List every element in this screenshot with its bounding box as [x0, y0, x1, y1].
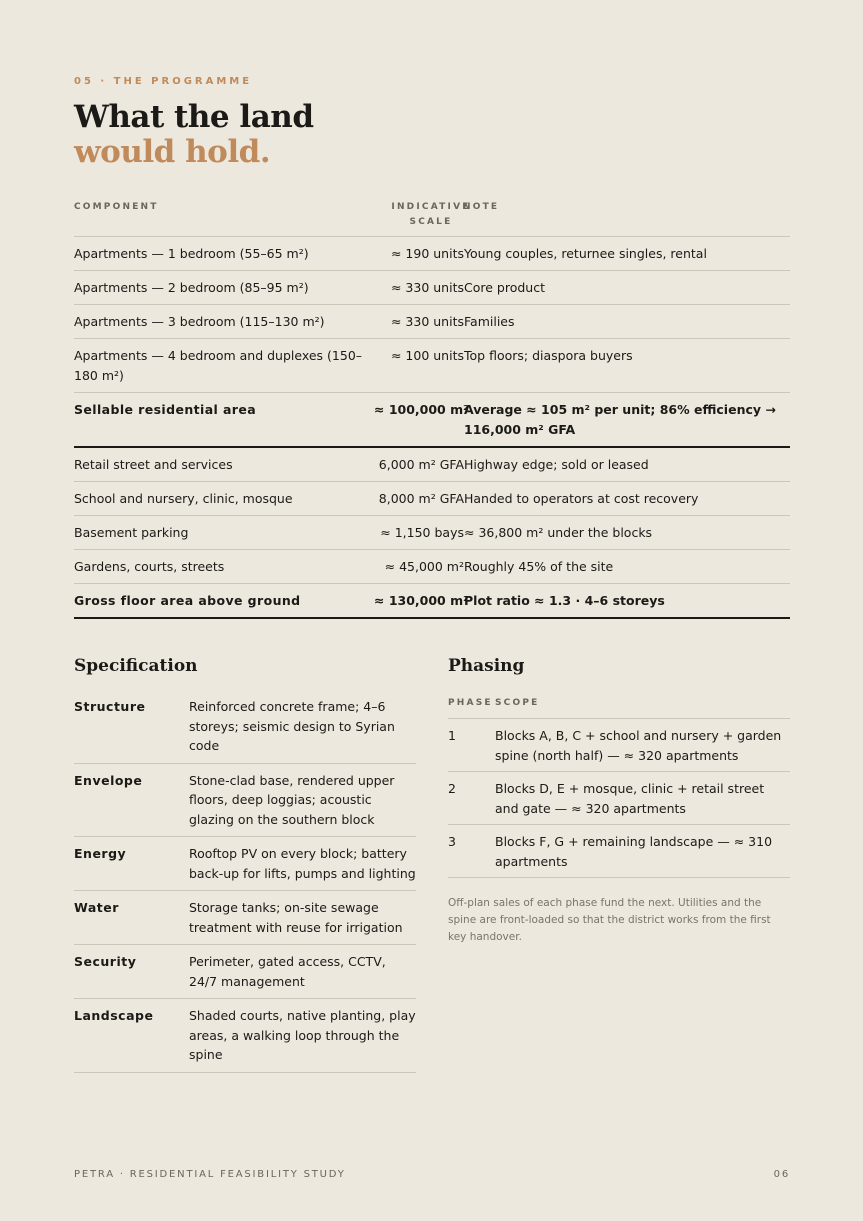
- specification-table: [74, 690, 416, 1073]
- spec-row: [74, 999, 416, 1073]
- phasing-table: [448, 696, 790, 878]
- spec-value: Reinforced concrete frame; 4–6 storeys; seismic design to Syrian code: [189, 699, 395, 753]
- column-header-component: COMPONENT: [74, 202, 159, 212]
- row-scale: 6,000 m² GFA: [378, 457, 464, 472]
- spec-value: Shaded courts, native planting, play areas, a walking loop through the spine: [189, 1008, 416, 1062]
- row-note: Families: [464, 314, 515, 329]
- phasing-table-header: [448, 696, 790, 719]
- phasing-title: Phasing: [448, 656, 525, 676]
- page-number: 06: [773, 1169, 790, 1180]
- table-row: [74, 305, 790, 339]
- row-component: Apartments — 4 bedroom and duplexes (150–180 m²): [74, 348, 363, 383]
- table-row: [74, 237, 790, 271]
- row-note: Average ≈ 105 m² per unit; 86% efficiency → 116,000 m² GFA: [464, 402, 776, 437]
- row-note: Plot ratio ≈ 1.3 · 4–6 storeys: [464, 593, 665, 608]
- page-title: [74, 100, 314, 170]
- table-row: [74, 550, 790, 584]
- page-title-line2: would hold.: [74, 134, 271, 170]
- table-row: [74, 482, 790, 516]
- spec-value: Rooftop PV on every block; battery back-up for lifts, pumps and lighting: [189, 846, 416, 881]
- spec-key: Structure: [74, 699, 146, 714]
- column-header-phase: PHASE: [448, 698, 493, 708]
- column-header-scale: INDICATIVE SCALE: [391, 202, 471, 227]
- phase-number: 1: [448, 728, 456, 743]
- row-component: Apartments — 1 bedroom (55–65 m²): [74, 246, 309, 261]
- spec-value: Perimeter, gated access, CCTV, 24/7 management: [189, 954, 386, 989]
- row-note: Roughly 45% of the site: [464, 559, 614, 574]
- phase-row: [448, 825, 790, 878]
- row-component: Apartments — 2 bedroom (85–95 m²): [74, 280, 309, 295]
- row-scale: ≈ 130,000 m²: [374, 593, 469, 608]
- phase-scope: Blocks F, G + remaining landscape — ≈ 310 apartments: [495, 834, 773, 869]
- spec-key: Security: [74, 954, 137, 969]
- spec-value: Stone-clad base, rendered upper floors, deep loggias; acoustic glazing on the southern block: [189, 772, 395, 827]
- spec-row: [74, 945, 416, 999]
- programme-table-header: [74, 198, 790, 237]
- programme-table: [74, 198, 790, 619]
- row-component: Gross floor area above ground: [74, 593, 301, 608]
- total-row: [74, 584, 790, 619]
- phasing-note: Off-plan sales of each phase fund the next. Utilities and the spine are front-loaded so that the district works from the first key handover.: [448, 897, 771, 943]
- row-component: School and nursery, clinic, mosque: [74, 491, 293, 506]
- spec-key: Water: [74, 900, 119, 915]
- row-component: Retail street and services: [74, 457, 233, 472]
- row-scale: ≈ 45,000 m²: [384, 559, 464, 574]
- spec-value: Storage tanks; on-site sewage treatment with reuse for irrigation: [189, 900, 403, 935]
- table-row: [74, 516, 790, 550]
- phase-number: 3: [448, 834, 456, 849]
- column-header-scope: SCOPE: [495, 698, 540, 708]
- page-title-line1: What the land: [74, 99, 314, 135]
- spec-row: [74, 764, 416, 838]
- spec-key: Envelope: [74, 772, 143, 788]
- row-component: Sellable residential area: [74, 402, 257, 417]
- row-component: Gardens, courts, streets: [74, 559, 225, 574]
- column-header-note: NOTE: [463, 202, 500, 212]
- spec-row: [74, 891, 416, 945]
- phase-scope: Blocks A, B, C + school and nursery + garden spine (north half) — ≈ 320 apartments: [495, 728, 782, 763]
- section-kicker: 05 · THE PROGRAMME: [74, 76, 253, 87]
- row-component: Apartments — 3 bedroom (115–130 m²): [74, 314, 325, 329]
- spec-key: Energy: [74, 846, 127, 861]
- row-scale: ≈ 100 units: [390, 348, 464, 363]
- row-scale: ≈ 330 units: [390, 314, 464, 329]
- row-component: Basement parking: [74, 525, 189, 540]
- row-scale: ≈ 190 units: [390, 246, 464, 261]
- specification-title: Specification: [74, 656, 198, 676]
- spec-row: [74, 837, 416, 891]
- spec-key: Landscape: [74, 1008, 154, 1023]
- phase-row: [448, 772, 790, 825]
- table-row: [74, 271, 790, 305]
- phase-scope: Blocks D, E + mosque, clinic + retail street and gate — ≈ 320 apartments: [495, 781, 765, 816]
- row-note: ≈ 36,800 m² under the blocks: [464, 525, 653, 540]
- table-row: [74, 448, 790, 482]
- row-scale: ≈ 100,000 m²: [374, 402, 469, 417]
- phase-number: 2: [448, 781, 456, 796]
- row-scale: ≈ 330 units: [390, 280, 464, 295]
- footer-title: PETRA · RESIDENTIAL FEASIBILITY STUDY: [74, 1169, 346, 1180]
- row-note: Core product: [464, 280, 545, 295]
- row-note: Highway edge; sold or leased: [464, 457, 649, 472]
- row-note: Top floors; diaspora buyers: [464, 348, 633, 363]
- subtotal-row: [74, 393, 790, 448]
- row-scale: ≈ 1,150 bays: [380, 525, 464, 540]
- table-row: [74, 339, 790, 393]
- row-note: Young couples, returnee singles, rental: [464, 246, 707, 261]
- row-scale: 8,000 m² GFA: [378, 491, 464, 506]
- row-note: Handed to operators at cost recovery: [464, 491, 699, 506]
- spec-row: [74, 690, 416, 764]
- phase-row: [448, 719, 790, 772]
